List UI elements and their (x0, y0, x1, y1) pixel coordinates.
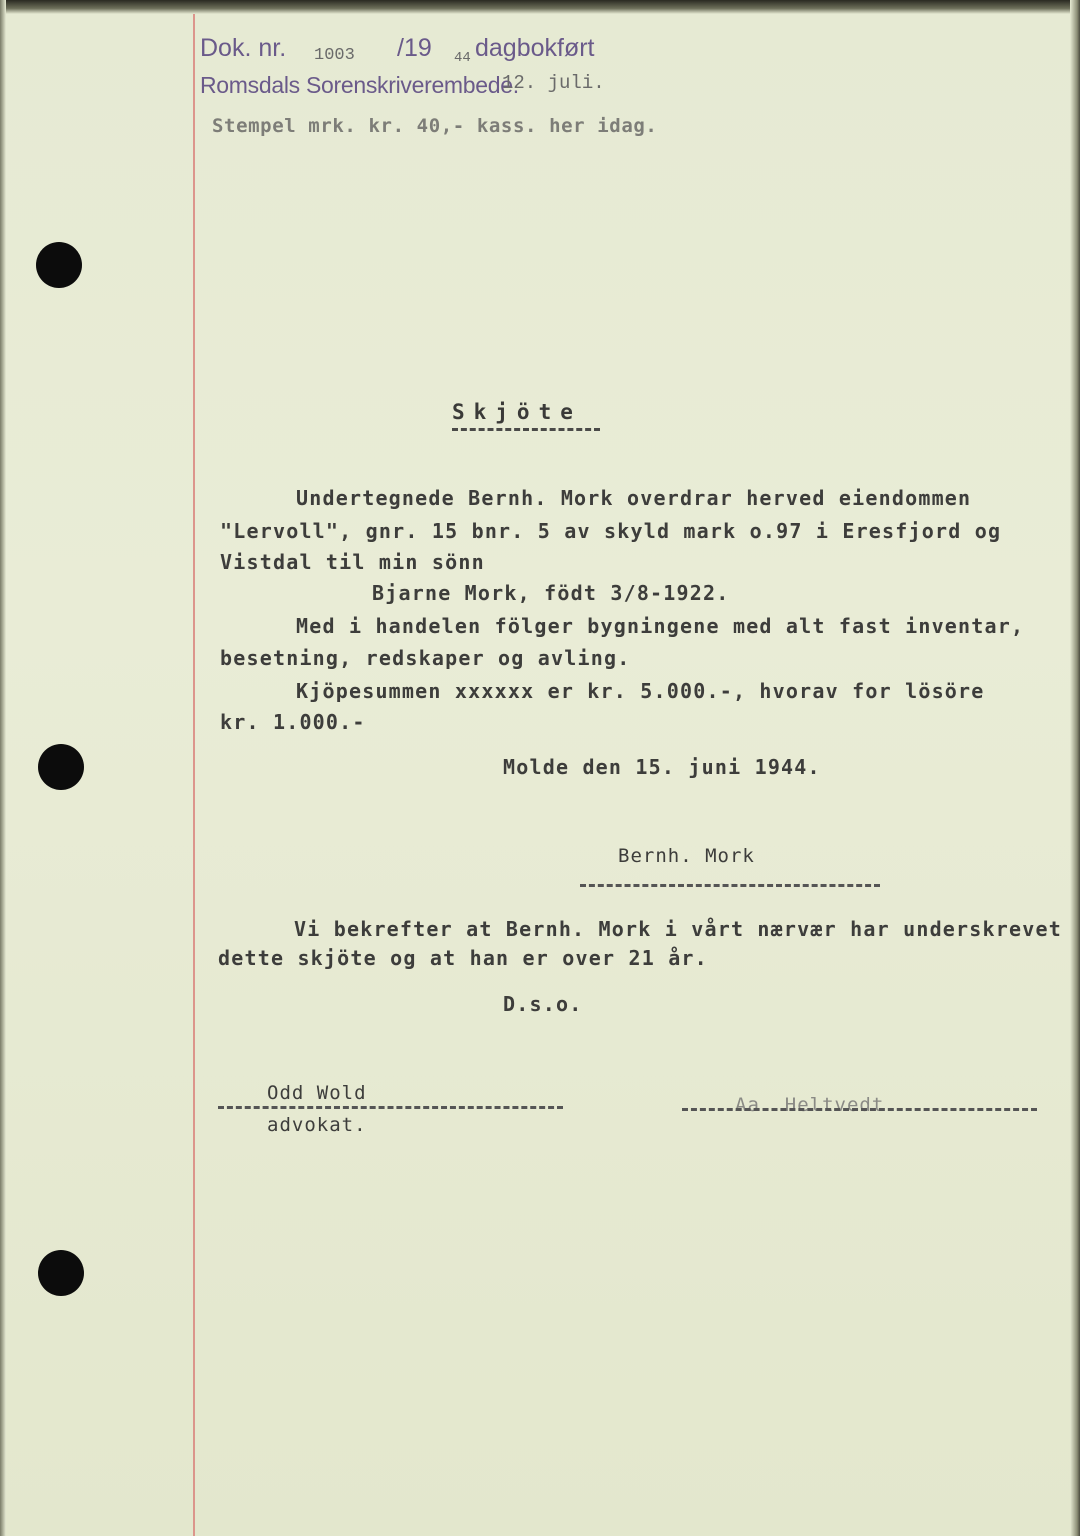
body-line: "Lervoll", gnr. 15 bnr. 5 av skyld mark o.97 i Eresfjord og (220, 519, 1002, 543)
body-line: Med i handelen fölger bygningene med alt fast inventar, (296, 614, 1025, 638)
year-prefix: /19 (397, 34, 432, 62)
witness2-name: Aa. Heltvedt. (735, 1094, 897, 1116)
witness1-title: advokat. (267, 1114, 367, 1136)
title-underline (452, 428, 600, 431)
dok-nr-value: 1003 (314, 46, 355, 65)
witness2-signature-line (682, 1108, 1037, 1111)
body-line: besetning, redskaper og avling. (220, 646, 631, 670)
witness1-name: Odd Wold (267, 1082, 367, 1104)
punch-hole-icon (38, 1250, 84, 1296)
punch-hole-icon (38, 744, 84, 790)
scan-edge-top (0, 0, 1080, 14)
body-line: Vistdal til min sönn (220, 550, 485, 574)
stamp-fee-note: Stempel mrk. kr. 40,- kass. her idag. (212, 115, 658, 137)
body-line: kr. 1.000.- (220, 710, 366, 734)
body-line: Bjarne Mork, födt 3/8-1922. (372, 581, 730, 605)
body-line: Kjöpesummen xxxxxx er kr. 5.000.-, hvorav for lösöre (296, 679, 985, 703)
document-title: Skjöte (452, 400, 582, 424)
scan-edge-right (1070, 0, 1080, 1536)
year-suffix: 44 (454, 50, 471, 66)
scan-edge-left (0, 0, 6, 1536)
witness-line: Vi bekrefter at Bernh. Mork i vårt nærvær har underskrevet (294, 917, 1062, 941)
body-line: Undertegnede Bernh. Mork overdrar herved eiendommen (296, 486, 972, 510)
witness1-signature-line (218, 1106, 563, 1109)
stamp-office: Romsdals Sorenskriverembede. (200, 72, 519, 98)
seller-signature: Bernh. Mork (618, 845, 755, 867)
witness-line: dette skjöte og at han er over 21 år. (218, 946, 708, 970)
stamp-date: 12. juli. (502, 72, 605, 94)
punch-hole-icon (36, 242, 82, 288)
seller-signature-line (580, 884, 880, 887)
stamp-status: dagbokført (475, 34, 595, 62)
place-date: Molde den 15. juni 1944. (503, 755, 821, 779)
margin-line (193, 14, 195, 1536)
dok-nr-label: Dok. nr. (200, 34, 287, 62)
dso-mark: D.s.o. (503, 992, 583, 1016)
